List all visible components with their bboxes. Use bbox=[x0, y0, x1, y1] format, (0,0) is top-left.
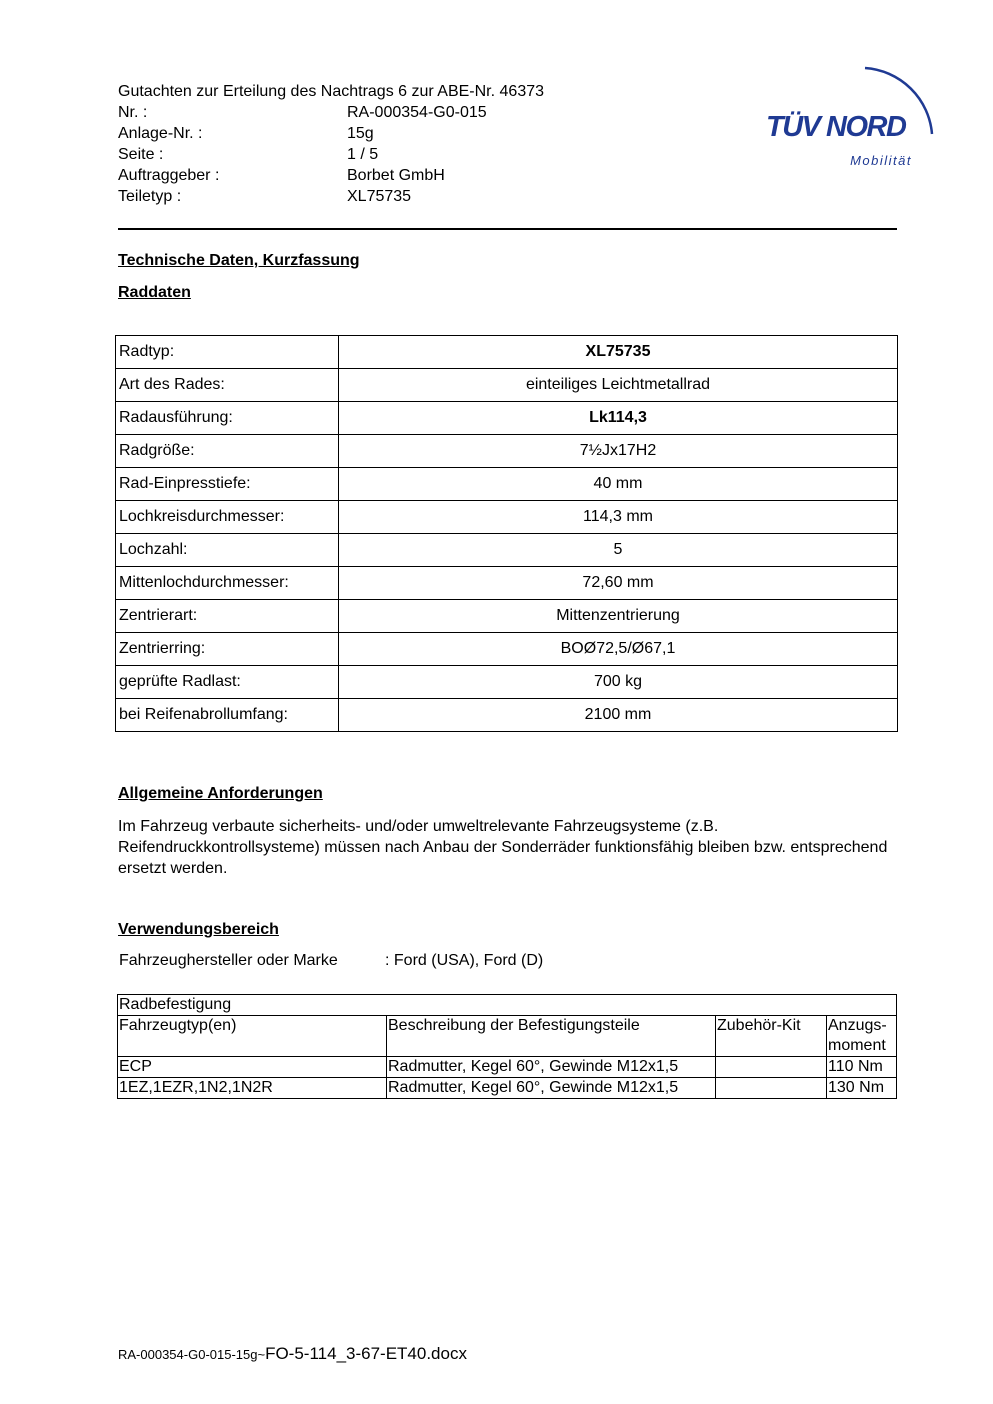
table-row bbox=[118, 1078, 897, 1099]
meta-key: Auftraggeber : bbox=[118, 167, 220, 184]
wheel-label: Lochzahl: bbox=[116, 534, 339, 567]
table-row bbox=[116, 468, 898, 501]
logo-subtitle: Mobilität bbox=[850, 153, 912, 168]
table-header-row bbox=[118, 1016, 897, 1057]
column-header: Fahrzeugtyp(en) bbox=[118, 1016, 387, 1057]
wheel-value: BOØ72,5/Ø67,1 bbox=[339, 633, 898, 666]
wheel-value: XL75735 bbox=[339, 336, 898, 369]
table-row bbox=[116, 336, 898, 369]
table-row bbox=[116, 633, 898, 666]
wheel-label: Radtyp: bbox=[116, 336, 339, 369]
wheel-value: 114,3 mm bbox=[339, 501, 898, 534]
footer-filename: FO-5-114_3-67-ET40.docx bbox=[265, 1344, 467, 1363]
meta-row-anlage bbox=[118, 123, 738, 144]
table-row bbox=[116, 699, 898, 732]
table-row bbox=[116, 435, 898, 468]
wheel-label: Zentrierart: bbox=[116, 600, 339, 633]
section-title-technische-daten: Technische Daten, Kurzfassung bbox=[118, 252, 360, 269]
table-cell: 130 Nm bbox=[827, 1078, 897, 1099]
wheel-value: 700 kg bbox=[339, 666, 898, 699]
table-row bbox=[116, 534, 898, 567]
wheel-value: einteiliges Leichtmetallrad bbox=[339, 369, 898, 402]
meta-value: RA-000354-G0-015 bbox=[347, 104, 487, 121]
table-cell: 1EZ,1EZR,1N2,1N2R bbox=[118, 1078, 387, 1099]
meta-value: 15g bbox=[347, 125, 374, 142]
meta-key: Nr. : bbox=[118, 104, 148, 121]
table-row bbox=[116, 501, 898, 534]
section-title-allgemeine-anforderungen: Allgemeine Anforderungen bbox=[118, 785, 323, 802]
tuv-nord-logo bbox=[760, 56, 950, 176]
document-footer bbox=[118, 1344, 467, 1364]
section-title-verwendungsbereich: Verwendungsbereich bbox=[118, 921, 279, 938]
meta-value: XL75735 bbox=[347, 188, 412, 205]
wheel-fixing-table bbox=[117, 994, 897, 1099]
table-row bbox=[116, 369, 898, 402]
wheel-data-table bbox=[115, 335, 898, 732]
wheel-value: 40 mm bbox=[339, 468, 898, 501]
table-cell: Radmutter, Kegel 60°, Gewinde M12x1,5 bbox=[387, 1057, 716, 1078]
meta-row-teiletyp bbox=[118, 186, 738, 207]
wheel-label: Zentrierring: bbox=[116, 633, 339, 666]
vehicle-maker-row bbox=[119, 952, 543, 970]
wheel-value: Mittenzentrierung bbox=[339, 600, 898, 633]
meta-row-nr bbox=[118, 102, 738, 123]
wheel-value: 2100 mm bbox=[339, 699, 898, 732]
table-cell bbox=[716, 1078, 827, 1099]
wheel-label: bei Reifenabrollumfang: bbox=[116, 699, 339, 732]
table-cell: Radmutter, Kegel 60°, Gewinde M12x1,5 bbox=[387, 1078, 716, 1099]
wheel-label: Mittenlochdurchmesser: bbox=[116, 567, 339, 600]
vehicle-maker-label: Fahrzeughersteller oder Marke bbox=[119, 952, 338, 969]
header-divider bbox=[118, 228, 897, 230]
logo-text: TÜV NORD bbox=[766, 111, 906, 143]
wheel-label: Radausführung: bbox=[116, 402, 339, 435]
meta-row-auftraggeber bbox=[118, 165, 738, 186]
table-row bbox=[116, 567, 898, 600]
table-row bbox=[116, 402, 898, 435]
table-row bbox=[116, 666, 898, 699]
wheel-value: Lk114,3 bbox=[339, 402, 898, 435]
wheel-label: Rad-Einpresstiefe: bbox=[116, 468, 339, 501]
meta-value: Borbet GmbH bbox=[347, 167, 445, 184]
wheel-value: 72,60 mm bbox=[339, 567, 898, 600]
wheel-label: geprüfte Radlast: bbox=[116, 666, 339, 699]
meta-key: Seite : bbox=[118, 146, 164, 163]
meta-key: Anlage-Nr. : bbox=[118, 125, 203, 142]
table-cell: ECP bbox=[118, 1057, 387, 1078]
table-caption-row bbox=[118, 995, 897, 1016]
table-row bbox=[118, 1057, 897, 1078]
column-header: Zubehör-Kit bbox=[716, 1016, 827, 1057]
meta-value: 1 / 5 bbox=[347, 146, 379, 163]
table-row bbox=[116, 600, 898, 633]
section-title-raddaten: Raddaten bbox=[118, 284, 191, 301]
allgemeine-anforderungen-text: Im Fahrzeug verbaute sicherheits- und/oder umweltrelevante Fahrzeugsysteme (z.B. Reifendruckkontrollsysteme) müssen nach Anbau der Sonderräder funktionsfähig bleiben bzw. entsprechend ersetzt werden. bbox=[118, 818, 888, 877]
table-caption: Radbefestigung bbox=[118, 995, 897, 1016]
vehicle-maker-value: : Ford (USA), Ford (D) bbox=[385, 952, 544, 969]
table-cell: 110 Nm bbox=[827, 1057, 897, 1078]
wheel-value: 7½Jx17H2 bbox=[339, 435, 898, 468]
meta-row-seite bbox=[118, 144, 738, 165]
meta-key: Teiletyp : bbox=[118, 188, 182, 205]
document-title: Gutachten zur Erteilung des Nachtrags 6 zur ABE-Nr. 46373 bbox=[118, 83, 545, 100]
wheel-label: Art des Rades: bbox=[116, 369, 339, 402]
wheel-label: Radgröße: bbox=[116, 435, 339, 468]
column-header: Anzugs- moment bbox=[827, 1016, 897, 1057]
wheel-value: 5 bbox=[339, 534, 898, 567]
table-cell bbox=[716, 1057, 827, 1078]
footer-prefix: RA-000354-G0-015-15g~ bbox=[118, 1347, 266, 1362]
document-header bbox=[118, 81, 738, 207]
column-header: Beschreibung der Befestigungsteile bbox=[387, 1016, 716, 1057]
wheel-label: Lochkreisdurchmesser: bbox=[116, 501, 339, 534]
